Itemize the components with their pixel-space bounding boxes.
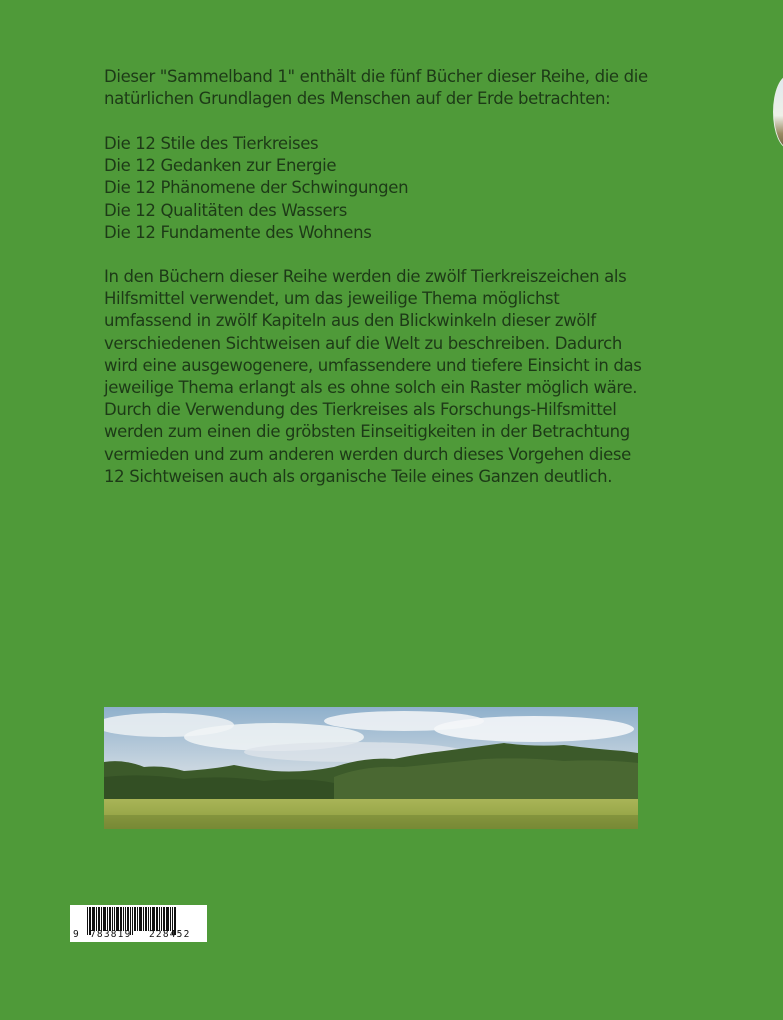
isbn-barcode <box>70 905 207 942</box>
description-paragraph <box>104 266 664 488</box>
description-line: werden zum einen die gröbsten Einseitigkeiten in der Betrachtung <box>104 422 630 442</box>
description-line: jeweilige Thema erlangt als es ohne solch ein Raster möglich wäre. <box>104 378 638 398</box>
book-list <box>104 133 408 244</box>
barcode-group-left: 783819 <box>90 929 132 940</box>
barcode-group-right: 228452 <box>149 929 191 940</box>
description-line: 12 Sichtweisen auch als organische Teile eines Ganzen deutlich. <box>104 466 613 486</box>
barcode-bars <box>87 907 203 931</box>
book-list-item: Die 12 Stile des Tierkreises <box>104 134 319 153</box>
book-list-item: Die 12 Phänomene der Schwingungen <box>104 178 409 198</box>
book-list-item: Die 12 Qualitäten des Wassers <box>104 200 347 220</box>
description-line: vermieden und zum anderen werden durch dieses Vorgehen diese <box>104 444 631 464</box>
description-line: Durch die Verwendung des Tierkreises als Forschungs-Hilfsmittel <box>104 400 617 420</box>
book-list-item: Die 12 Fundamente des Wohnens <box>104 222 372 242</box>
intro-line: natürlichen Grundlagen des Menschen auf der Erde betrachten: <box>104 89 611 109</box>
description-line: umfassend in zwölf Kapiteln aus den Blickwinkeln dieser zwölf <box>104 311 596 331</box>
description-line: Hilfsmittel verwendet, um das jeweilige Thema möglichst <box>104 289 560 309</box>
intro-line: Dieser "Sammelband 1" enthält die fünf Bücher dieser Reihe, die die <box>104 67 648 86</box>
landscape-photo <box>104 707 638 829</box>
book-list-item: Die 12 Gedanken zur Energie <box>104 156 337 176</box>
description-line: wird eine ausgewogenere, umfassendere und tiefere Einsicht in das <box>104 355 642 375</box>
barcode-digit-first: 9 <box>73 929 79 940</box>
intro-paragraph <box>104 66 664 110</box>
description-line: verschiedenen Sichtweisen auf die Welt zu beschreiben. Dadurch <box>104 333 622 353</box>
oval-photo-edge <box>773 75 783 149</box>
description-line: In den Büchern dieser Reihe werden die zwölf Tierkreiszeichen als <box>104 267 627 286</box>
